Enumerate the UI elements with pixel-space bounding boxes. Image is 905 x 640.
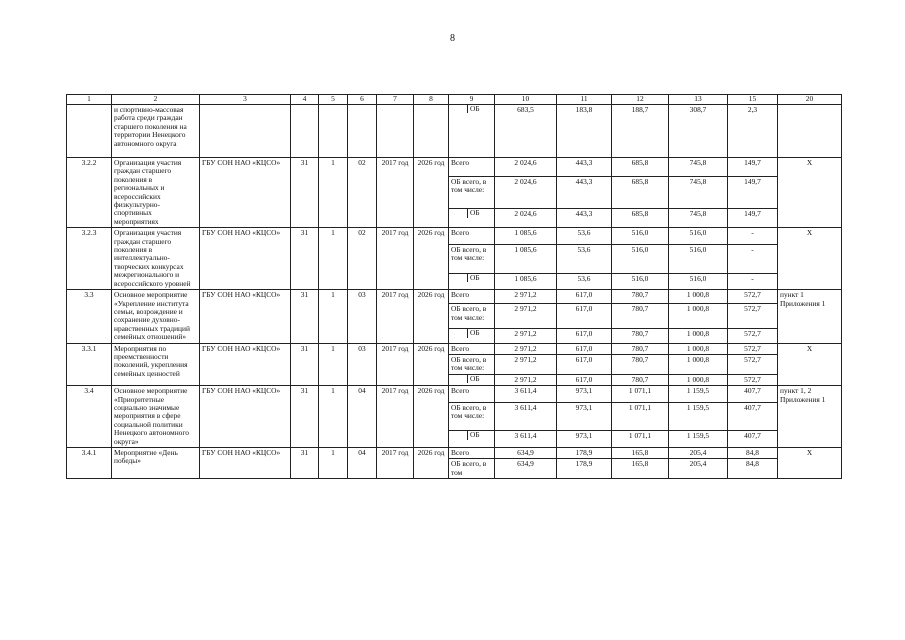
amount-cell: 2 971,2: [495, 343, 557, 354]
amount-cell: 2 971,2: [495, 374, 557, 385]
amount-cell: -: [728, 244, 778, 273]
amount-cell: 1 000,8: [669, 304, 728, 329]
code-cell: 02: [348, 228, 377, 290]
funding-line: [449, 375, 494, 383]
amount-cell: 780,7: [612, 374, 669, 385]
code-cell: 31: [291, 386, 319, 448]
amount-cell: 3 611,4: [495, 431, 557, 448]
amount-cell: 1 085,6: [495, 228, 557, 245]
amount-cell: 617,0: [557, 329, 612, 343]
funding-type: ОБ всего, в том числе:: [449, 402, 495, 431]
funding-type-subtable: [449, 274, 494, 282]
note-cell: Х: [778, 448, 842, 479]
amount-cell: 2 971,2: [495, 354, 557, 374]
amount-cell: 1 085,6: [495, 244, 557, 273]
code-cell: 04: [348, 448, 377, 479]
amount-cell: -: [728, 228, 778, 245]
amount-cell: 1 071,1: [612, 402, 669, 431]
column-header: 1: [67, 95, 112, 105]
row-number: [67, 105, 112, 158]
empty-cell: [414, 105, 449, 158]
amount-cell: 745,8: [669, 176, 728, 209]
amount-cell: 617,0: [557, 374, 612, 385]
amount-cell: 443,3: [557, 158, 612, 177]
executor: ГБУ СОН НАО «КЦСО»: [200, 158, 291, 228]
amount-cell: 2 024,6: [495, 209, 557, 228]
amount-cell: 53,6: [557, 228, 612, 245]
note-cell: Х: [778, 228, 842, 290]
amount-cell: 407,7: [728, 386, 778, 403]
funding-type: Всего: [449, 228, 495, 245]
code-cell: 1: [319, 448, 348, 479]
amount-cell: 205,4: [669, 448, 728, 459]
amount-cell: 165,8: [612, 448, 669, 459]
executor: ГБУ СОН НАО «КЦСО»: [200, 228, 291, 290]
row-number: 3.2.3: [67, 228, 112, 290]
code-cell: 02: [348, 158, 377, 228]
empty-cell: [348, 105, 377, 158]
indent: [449, 209, 468, 217]
amount-cell: 188,7: [612, 105, 669, 158]
funding-type-cell: [449, 431, 495, 448]
code-cell: 31: [291, 158, 319, 228]
empty-cell: [200, 105, 291, 158]
amount-cell: 443,3: [557, 209, 612, 228]
amount-cell: 973,1: [557, 431, 612, 448]
amount-cell: 1 000,8: [669, 343, 728, 354]
amount-cell: 149,7: [728, 158, 778, 177]
column-header: 8: [414, 95, 449, 105]
funding-type-subtable: [449, 105, 494, 113]
amount-cell: 634,9: [495, 459, 557, 479]
amount-cell: 516,0: [669, 273, 728, 290]
code-cell: 03: [348, 343, 377, 386]
amount-cell: 1 000,8: [669, 329, 728, 343]
table-row: [67, 105, 842, 158]
column-header: 15: [728, 95, 778, 105]
amount-cell: 1 159,5: [669, 431, 728, 448]
table-row: [67, 386, 842, 403]
amount-cell: 3 611,4: [495, 386, 557, 403]
amount-cell: 572,7: [728, 354, 778, 374]
funding-type: ОБ всего, в том: [449, 459, 495, 479]
amount-cell: 516,0: [612, 244, 669, 273]
empty-cell: [319, 105, 348, 158]
column-header: 4: [291, 95, 319, 105]
code-cell: 1: [319, 386, 348, 448]
amount-cell: 572,7: [728, 329, 778, 343]
funding-line: [449, 329, 494, 337]
amount-cell: 1 071,1: [612, 431, 669, 448]
funding-type: Всего: [449, 158, 495, 177]
funding-type: ОБ: [470, 374, 480, 383]
column-header: 2: [112, 95, 200, 105]
amount-cell: 443,3: [557, 176, 612, 209]
funding-line: [449, 209, 494, 217]
row-name: Мероприятия по преемственности поколений, укрепления семейных ценностей: [112, 343, 200, 386]
note-cell: Х: [778, 158, 842, 228]
funding-type: Всего: [449, 386, 495, 403]
funding-type-cell: [449, 273, 495, 290]
note-cell: Х: [778, 343, 842, 386]
amount-cell: 149,7: [728, 209, 778, 228]
amount-cell: 2 971,2: [495, 329, 557, 343]
funding-line: [449, 431, 494, 439]
column-header: 13: [669, 95, 728, 105]
column-header: 11: [557, 95, 612, 105]
column-header: 6: [348, 95, 377, 105]
code-cell: 31: [291, 343, 319, 386]
funding-type-cell: [449, 329, 495, 343]
amount-cell: 183,8: [557, 105, 612, 158]
funding-type: ОБ: [470, 105, 480, 113]
amount-cell: 53,6: [557, 273, 612, 290]
page-number: 8: [450, 33, 455, 44]
funding-type-cell: [449, 105, 495, 158]
amount-cell: 617,0: [557, 304, 612, 329]
amount-cell: 685,8: [612, 176, 669, 209]
row-name: Мероприятие «День победы»: [112, 448, 200, 479]
row-number: 3.3.1: [67, 343, 112, 386]
amount-cell: 780,7: [612, 354, 669, 374]
amount-cell: 780,7: [612, 343, 669, 354]
start-year: 2017 год: [377, 343, 414, 386]
funding-type: Всего: [449, 343, 495, 354]
funding-type-cell: [449, 374, 495, 385]
amount-cell: 2,3: [728, 105, 778, 158]
amount-cell: 516,0: [669, 244, 728, 273]
funding-type-cell: [449, 209, 495, 228]
executor: ГБУ СОН НАО «КЦСО»: [200, 290, 291, 343]
amount-cell: 407,7: [728, 402, 778, 431]
code-cell: 04: [348, 386, 377, 448]
column-header-row: [67, 95, 842, 105]
row-number: 3.3: [67, 290, 112, 343]
amount-cell: 745,8: [669, 158, 728, 177]
end-year: 2026 год: [414, 386, 449, 448]
end-year: 2026 год: [414, 228, 449, 290]
amount-cell: 178,9: [557, 448, 612, 459]
amount-cell: 2 024,6: [495, 176, 557, 209]
funding-line: [449, 274, 494, 282]
end-year: 2026 год: [414, 290, 449, 343]
funding-type-subtable: [449, 431, 494, 439]
column-header: 5: [319, 95, 348, 105]
code-cell: 1: [319, 228, 348, 290]
amount-cell: 2 971,2: [495, 290, 557, 304]
amount-cell: 973,1: [557, 386, 612, 403]
funding-type: ОБ всего, в том числе:: [449, 176, 495, 209]
table-row: [67, 290, 842, 304]
amount-cell: 407,7: [728, 431, 778, 448]
amount-cell: 178,9: [557, 459, 612, 479]
amount-cell: -: [728, 273, 778, 290]
amount-cell: 780,7: [612, 290, 669, 304]
amount-cell: 516,0: [612, 273, 669, 290]
note-cell: пункт 1, 2 Приложения 1: [778, 386, 842, 448]
amount-cell: 1 000,8: [669, 374, 728, 385]
end-year: 2026 год: [414, 158, 449, 228]
table-row: [67, 228, 842, 245]
start-year: 2017 год: [377, 228, 414, 290]
amount-cell: 84,8: [728, 448, 778, 459]
row-number: 3.2.2: [67, 158, 112, 228]
funding-type: Всего: [449, 448, 495, 459]
funding-type-subtable: [449, 209, 494, 217]
executor: ГБУ СОН НАО «КЦСО»: [200, 448, 291, 479]
amount-cell: 1 000,8: [669, 290, 728, 304]
amount-cell: 53,6: [557, 244, 612, 273]
amount-cell: 308,7: [669, 105, 728, 158]
table-row: [67, 343, 842, 354]
funding-type-subtable: [449, 329, 494, 337]
indent: [449, 329, 468, 337]
funding-type: ОБ: [470, 329, 480, 338]
start-year: 2017 год: [377, 448, 414, 479]
amount-cell: 1 085,6: [495, 273, 557, 290]
amount-cell: 572,7: [728, 304, 778, 329]
column-header: 3: [200, 95, 291, 105]
code-cell: 03: [348, 290, 377, 343]
row-number: 3.4: [67, 386, 112, 448]
column-header: 9: [449, 95, 495, 105]
start-year: 2017 год: [377, 386, 414, 448]
executor: ГБУ СОН НАО «КЦСО»: [200, 386, 291, 448]
row-name: Организация участия граждан старшего поколения в интеллектуально-творческих конкурсах межрегионального и всероссийского уровней: [112, 228, 200, 290]
funding-type-subtable: [449, 375, 494, 383]
amount-cell: 572,7: [728, 343, 778, 354]
table-row: [67, 158, 842, 177]
row-name: Основное мероприятие «Укрепление института семьи, возрождение и сохранение духовно-нравственных традиций семейных отношений»: [112, 290, 200, 343]
table-row: [67, 448, 842, 459]
row-name: и спортивно-массовая работа среди граждан старшего поколения на территории Ненецкого автономного округа: [112, 105, 200, 158]
code-cell: 31: [291, 290, 319, 343]
amount-cell: 572,7: [728, 374, 778, 385]
amount-cell: 973,1: [557, 402, 612, 431]
amount-cell: 780,7: [612, 304, 669, 329]
amount-cell: 617,0: [557, 354, 612, 374]
funding-type: ОБ: [470, 273, 480, 282]
note-cell: пункт 1 Приложения 1: [778, 290, 842, 343]
end-year: 2026 год: [414, 343, 449, 386]
amount-cell: 149,7: [728, 176, 778, 209]
column-header: 20: [778, 95, 842, 105]
funding-type: ОБ всего, в том числе:: [449, 304, 495, 329]
amount-cell: 617,0: [557, 290, 612, 304]
amount-cell: 745,8: [669, 209, 728, 228]
amount-cell: 780,7: [612, 329, 669, 343]
row-number: 3.4.1: [67, 448, 112, 479]
funding-type: ОБ: [470, 431, 480, 440]
funding-type: ОБ: [470, 209, 480, 218]
amount-cell: 1 000,8: [669, 354, 728, 374]
empty-cell: [291, 105, 319, 158]
start-year: 2017 год: [377, 290, 414, 343]
funding-type: ОБ всего, в том числе:: [449, 244, 495, 273]
column-header: 10: [495, 95, 557, 105]
column-header: 12: [612, 95, 669, 105]
amount-cell: 2 024,6: [495, 158, 557, 177]
end-year: 2026 год: [414, 448, 449, 479]
amount-cell: 516,0: [612, 228, 669, 245]
amount-cell: 3 611,4: [495, 402, 557, 431]
code-cell: 31: [291, 228, 319, 290]
row-name: Основное мероприятие «Приоритетные социально значимые мероприятия в сфере социальной политики Ненецкого автономного округа»: [112, 386, 200, 448]
note-cell: [778, 105, 842, 158]
indent: [449, 431, 468, 439]
funding-type: ОБ всего, в том числе:: [449, 354, 495, 374]
code-cell: 1: [319, 158, 348, 228]
amount-cell: 617,0: [557, 343, 612, 354]
amount-cell: 165,8: [612, 459, 669, 479]
amount-cell: 685,8: [612, 209, 669, 228]
funding-line: [449, 105, 494, 113]
column-header: 7: [377, 95, 414, 105]
amount-cell: 1 159,5: [669, 386, 728, 403]
empty-cell: [377, 105, 414, 158]
amount-cell: 634,9: [495, 448, 557, 459]
code-cell: 1: [319, 290, 348, 343]
row-name: Организация участия граждан старшего поколения в региональных и всероссийских физкультурно-спортивных мероприятиях: [112, 158, 200, 228]
amount-cell: 205,4: [669, 459, 728, 479]
start-year: 2017 год: [377, 158, 414, 228]
amount-cell: 2 971,2: [495, 304, 557, 329]
code-cell: 31: [291, 448, 319, 479]
amount-cell: 683,5: [495, 105, 557, 158]
amount-cell: 1 159,5: [669, 402, 728, 431]
amount-cell: 84,8: [728, 459, 778, 479]
code-cell: 1: [319, 343, 348, 386]
amount-cell: 685,8: [612, 158, 669, 177]
indent: [449, 105, 468, 113]
indent: [449, 274, 468, 282]
funding-type: Всего: [449, 290, 495, 304]
indent: [449, 375, 468, 383]
amount-cell: 1 071,1: [612, 386, 669, 403]
executor: ГБУ СОН НАО «КЦСО»: [200, 343, 291, 386]
amount-cell: 572,7: [728, 290, 778, 304]
amount-cell: 516,0: [669, 228, 728, 245]
program-table: [66, 94, 842, 479]
